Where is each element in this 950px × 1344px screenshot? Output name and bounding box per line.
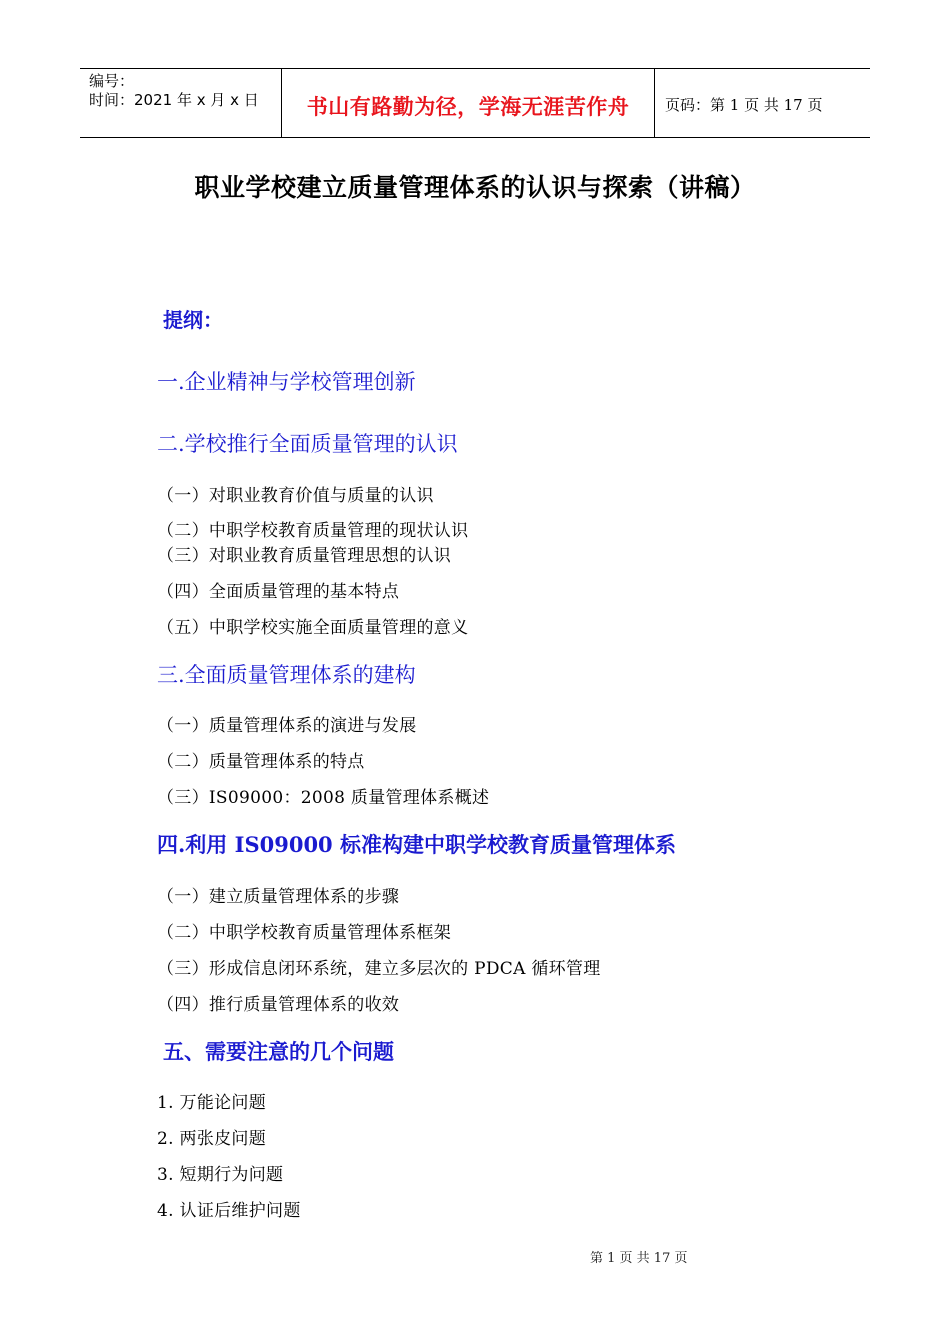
list-item: （一）对职业教育价值与质量的认识 (157, 486, 434, 506)
list-item: 3. 短期行为问题 (157, 1165, 284, 1185)
header-page-info: 页码：第 1 页 共 17 页 (665, 96, 823, 114)
list-item: 4. 认证后维护问题 (157, 1201, 301, 1221)
list-item: 1. 万能论问题 (157, 1093, 267, 1113)
section-heading-2: 二.学校推行全面质量管理的认识 (157, 432, 458, 456)
section-heading-5: 五、需要注意的几个问题 (163, 1039, 394, 1064)
outline-label: 提纲： (163, 308, 223, 332)
list-item: （三）对职业教育质量管理思想的认识 (157, 546, 452, 566)
list-item: （二）中职学校教育质量管理的现状认识 (157, 521, 469, 541)
motto-text: 书山有路勤为径，学海无涯苦作舟 (306, 94, 630, 119)
document-header (80, 68, 870, 138)
list-item: （三）IS09000：2008 质量管理体系概述 (157, 788, 490, 808)
section-heading-3: 三.全面质量管理体系的建构 (157, 663, 416, 687)
time-label: 时间：2021 年 x 月 x 日 (89, 91, 259, 109)
header-meta-cell (80, 69, 282, 137)
list-item: （三）形成信息闭环系统，建立多层次的 PDCA 循环管理 (157, 959, 601, 979)
number-label: 编号： (89, 72, 135, 90)
list-item: （四）推行质量管理体系的收效 (157, 995, 400, 1015)
header-motto-cell (282, 69, 655, 137)
list-item: （一）建立质量管理体系的步骤 (157, 887, 400, 907)
header-page-cell (655, 69, 870, 137)
list-item: 2. 两张皮问题 (157, 1129, 267, 1149)
list-item: （二）中职学校教育质量管理体系框架 (157, 923, 452, 943)
section-heading-1: 一.企业精神与学校管理创新 (157, 370, 416, 394)
list-item: （二）质量管理体系的特点 (157, 752, 365, 772)
section-heading-4: 四.利用 IS09000 标准构建中职学校教育质量管理体系 (157, 832, 676, 857)
list-item: （一）质量管理体系的演进与发展 (157, 716, 417, 736)
document-title: 职业学校建立质量管理体系的认识与探索（讲稿） (194, 173, 756, 202)
list-item: （五）中职学校实施全面质量管理的意义 (157, 618, 469, 638)
footer-page-number: 第 1 页 共 17 页 (590, 1251, 688, 1266)
list-item: （四）全面质量管理的基本特点 (157, 582, 400, 602)
